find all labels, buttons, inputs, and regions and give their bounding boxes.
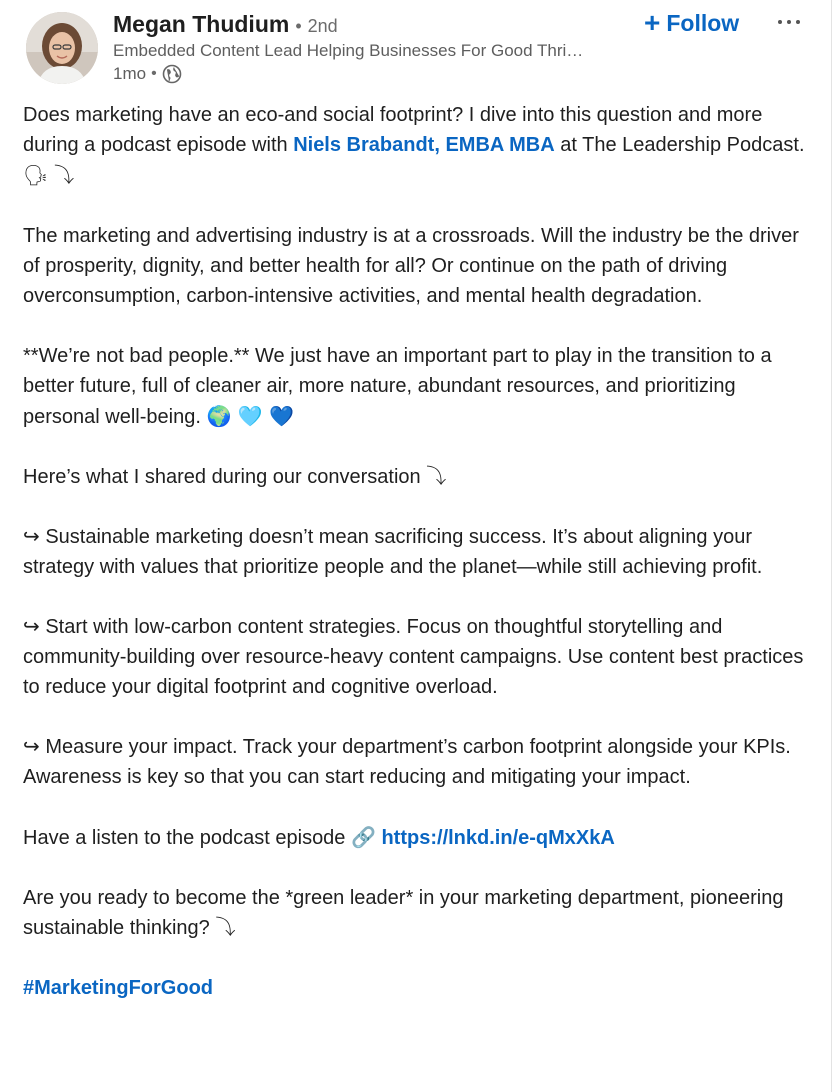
post-time: 1mo bbox=[113, 64, 147, 83]
profile-photo-icon bbox=[26, 12, 98, 84]
globe-icon[interactable] bbox=[162, 64, 182, 84]
follow-label: Follow bbox=[666, 9, 740, 36]
post-meta bbox=[113, 64, 182, 84]
podcast-link[interactable]: https://lnkd.in/e-qMxXkA bbox=[381, 827, 615, 849]
author-headline[interactable]: Embedded Content Lead Helping Businesses For Good Thri… bbox=[113, 41, 584, 60]
author-name[interactable]: Megan Thudium bbox=[113, 11, 290, 37]
avatar[interactable] bbox=[26, 12, 98, 84]
more-horizontal-icon bbox=[778, 20, 782, 24]
speaking-head-icon: 🗣 bbox=[23, 163, 49, 187]
post-paragraph: ↪ Start with low-carbon content strategies. Focus on thoughtful storytelling and community-building over resource-heavy content campaigns. Use content best practices to reduce your digital footprint and cognitive overload. bbox=[23, 616, 804, 698]
post-body bbox=[23, 100, 813, 1033]
connection-degree: 2nd bbox=[307, 16, 338, 36]
plus-icon: + bbox=[644, 7, 661, 38]
follow-button[interactable] bbox=[644, 6, 739, 40]
post-paragraph: Here’s what I shared during our conversation ⤵ bbox=[23, 466, 447, 488]
author-name-row bbox=[113, 11, 338, 38]
post-paragraph bbox=[23, 973, 813, 1003]
post-paragraph: **We’re not bad people.** We just have an important part to play in the transition to a better future, full of cleaner air, more nature, abundant resources, and prioritizing personal well-being. 🌍 🩵 💙 bbox=[23, 345, 772, 428]
separator-dot: • bbox=[151, 65, 157, 82]
post-paragraph: ↪ Measure your impact. Track your department’s carbon footprint alongside your KPIs. Awareness is key so that you can start reducing and mitigating your impact. bbox=[23, 736, 791, 788]
globe-hearts-icon: 🌍 🩵 💙 bbox=[206, 404, 294, 428]
post-paragraph: Does marketing have an eco-and social footprint? I dive into this question and more during a podcast episode with Niels Brabandt, EMBA MBA at The Leadership Podcast. 🗣 ⤵ bbox=[23, 104, 805, 187]
hashtag-link[interactable]: #MarketingForGood bbox=[23, 977, 214, 999]
post-paragraph: ↪ Sustainable marketing doesn’t mean sacrificing success. It’s about aligning your strategy with values that prioritize people and the planet—while still achieving profit. bbox=[23, 526, 763, 578]
post-paragraph: Are you ready to become the *green leader* in your marketing department, pioneering sustainable thinking? ⤵ bbox=[23, 887, 784, 939]
post-paragraph: The marketing and advertising industry is at a crossroads. Will the industry be the driver of prosperity, dignity, and better health for all? Or continue on the path of driving overconsumption, carbon-intensive activities, and mental health degradation. bbox=[23, 225, 799, 307]
post-paragraph: Have a listen to the podcast episode 🔗 https://lnkd.in/e-qMxXkA bbox=[23, 825, 615, 849]
more-options-button[interactable] bbox=[772, 8, 806, 36]
link-icon: 🔗 bbox=[351, 825, 376, 849]
mention-link[interactable]: Niels Brabandt, EMBA MBA bbox=[293, 134, 555, 156]
separator-dot: • bbox=[295, 16, 302, 36]
